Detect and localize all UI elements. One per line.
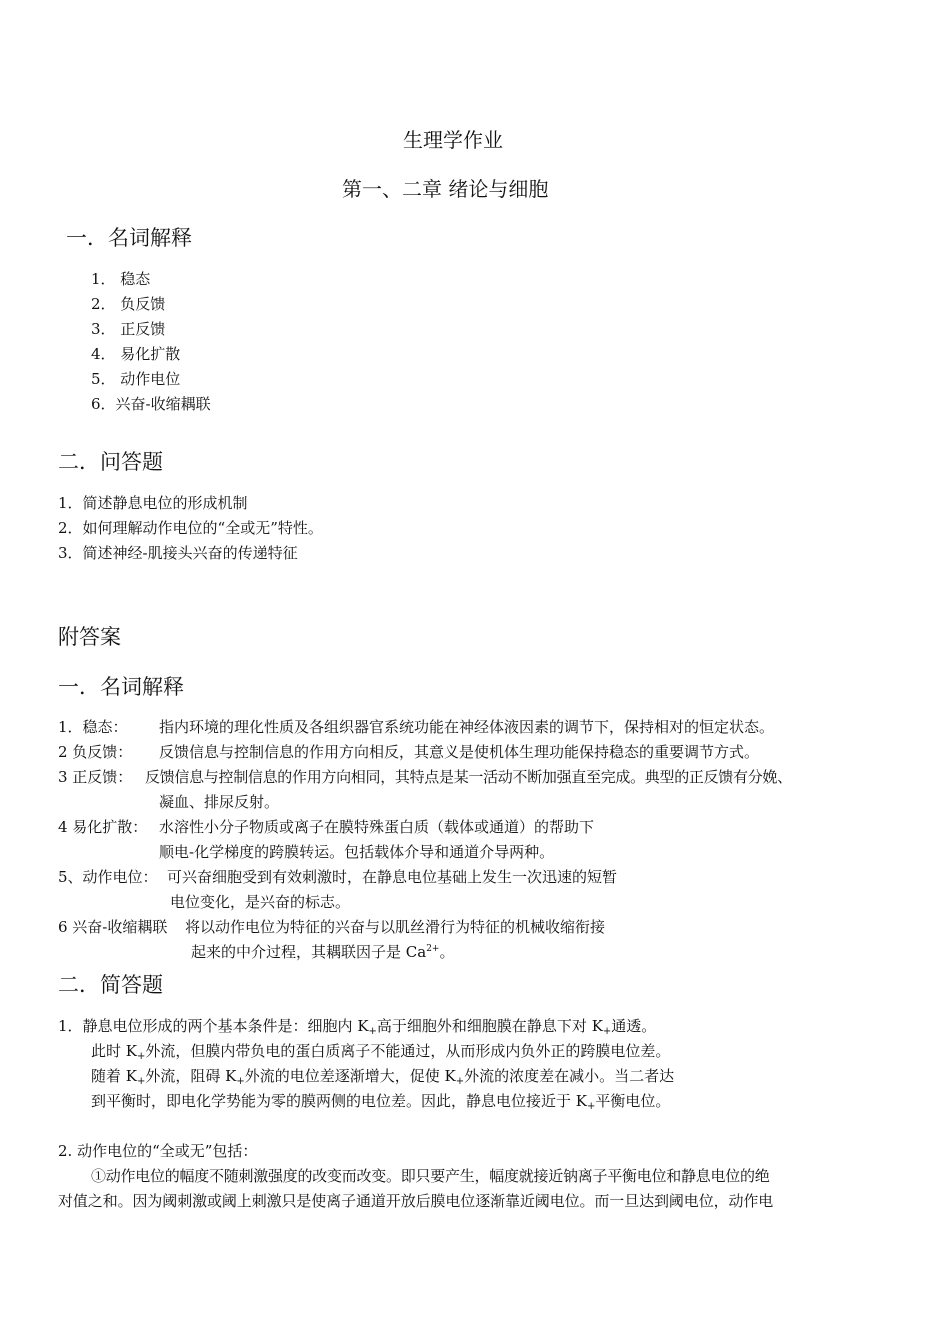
text-run: 外流的浓度差在减小。当二者达 [464,1067,675,1085]
text-run: 平衡电位。 [595,1092,671,1110]
text-run: 外流的电位差逐渐增大，促使 K [244,1067,456,1085]
list-item: 3． 正反馈 [91,320,166,338]
superscript: 2+ [426,944,440,954]
definition-text: 将以动作电位为特征的兴奋与以肌丝滑行为特征的机械收缩衔接 [185,918,606,936]
definition-text: 可兴奋细胞受到有效刺激时，在静息电位基础上发生一次迅速的短暂 [167,868,618,886]
text-run: 高于细胞外和细胞膜在静息下对 K [376,1017,603,1035]
answer-line: 2. 动作电位的“全或无”包括： [58,1142,258,1160]
definition-term: 6 兴奋-收缩耦联 [58,918,168,936]
answer-line [58,1015,656,1036]
answer-line [91,1065,674,1086]
answer-line [91,1090,670,1111]
text-run: 外流，阻碍 K [145,1067,237,1085]
definition-text-continued [191,941,455,962]
answer-line: ①动作电位的幅度不随刺激强度的改变而改变。即只要产生，幅度就接近钠离子平衡电位和静息电位的绝 [91,1167,770,1185]
short-answer-heading: 二．简答题 [58,973,163,997]
plus-sign: + [236,1076,245,1087]
plus-sign: + [136,1076,146,1087]
definition-text: 指内环境的理化性质及各组织器官系统功能在神经体液因素的调节下，保持相对的恒定状态。 [159,718,775,736]
text-run: 随着 K [91,1067,137,1085]
definition-text-continued: 凝血、排尿反射。 [159,793,280,811]
list-item: 3．简述神经-肌接头兴奋的传递特征 [58,544,298,562]
definition-term: 5、动作电位： [58,868,158,886]
list-item: 1． 稳态 [91,270,151,288]
plus-sign: + [368,1026,377,1037]
definition-text-continued: 电位变化，是兴奋的标志。 [170,893,351,911]
plus-sign: + [455,1076,465,1087]
list-item: 6．兴奋-收缩耦联 [91,395,211,413]
text-run: 1．静息电位形成的两个基本条件是：细胞内 K [58,1017,369,1035]
answer-line: 对值之和。因为阈刺激或阈上刺激只是使离子通道开放后膜电位逐渐靠近阈电位。而一旦达到阈电位，动作电 [58,1192,774,1210]
definition-term: 4 易化扩散： [58,818,148,836]
text-run: 通透。 [611,1017,657,1035]
definition-term: 3 正反馈： [58,768,133,786]
plus-sign: + [136,1051,146,1062]
definition-text: 水溶性小分子物质或离子在膜特殊蛋白质（载体或通道）的帮助下 [159,818,595,836]
list-item: 2．如何理解动作电位的“全或无”特性。 [58,519,323,537]
text-run: 。 [439,943,455,961]
definition-text: 反馈信息与控制信息的作用方向相反，其意义是使机体生理功能保持稳态的重要调节方式。 [159,743,760,761]
answers-heading: 附答案 [58,625,121,649]
list-item: 1．简述静息电位的形成机制 [58,494,248,512]
text-run: 此时 K [91,1042,137,1060]
list-item: 2． 负反馈 [91,295,166,313]
page-title: 生理学作业 [403,128,503,152]
section-heading-definitions: 一．名词解释 [66,226,192,250]
definition-text-continued: 顺电-化学梯度的跨膜转运。包括载体介导和通道介导两种。 [159,843,555,861]
definition-term: 1．稳态： [58,718,128,736]
plus-sign: + [586,1101,596,1112]
answers-definitions-heading: 一．名词解释 [58,675,184,699]
section-heading-questions: 二．问答题 [58,450,163,474]
definition-term: 2 负反馈： [58,743,133,761]
list-item: 5． 动作电位 [91,370,181,388]
definition-text: 反馈信息与控制信息的作用方向相同，其特点是某一活动不断加强直至完成。典型的正反馈有分娩、 [145,768,792,786]
answer-line [91,1040,670,1061]
text-run: 到平衡时，即电化学势能为零的膜两侧的电位差。因此，静息电位接近于 K [91,1092,587,1110]
text-run: 起来的中介过程，其耦联因子是 Ca [191,943,427,961]
chapter-title: 第一、二章 绪论与细胞 [342,177,549,201]
plus-sign: + [602,1026,612,1037]
text-run: 外流，但膜内带负电的蛋白质离子不能通过，从而形成内负外正的跨膜电位差。 [145,1042,671,1060]
list-item: 4． 易化扩散 [91,345,181,363]
